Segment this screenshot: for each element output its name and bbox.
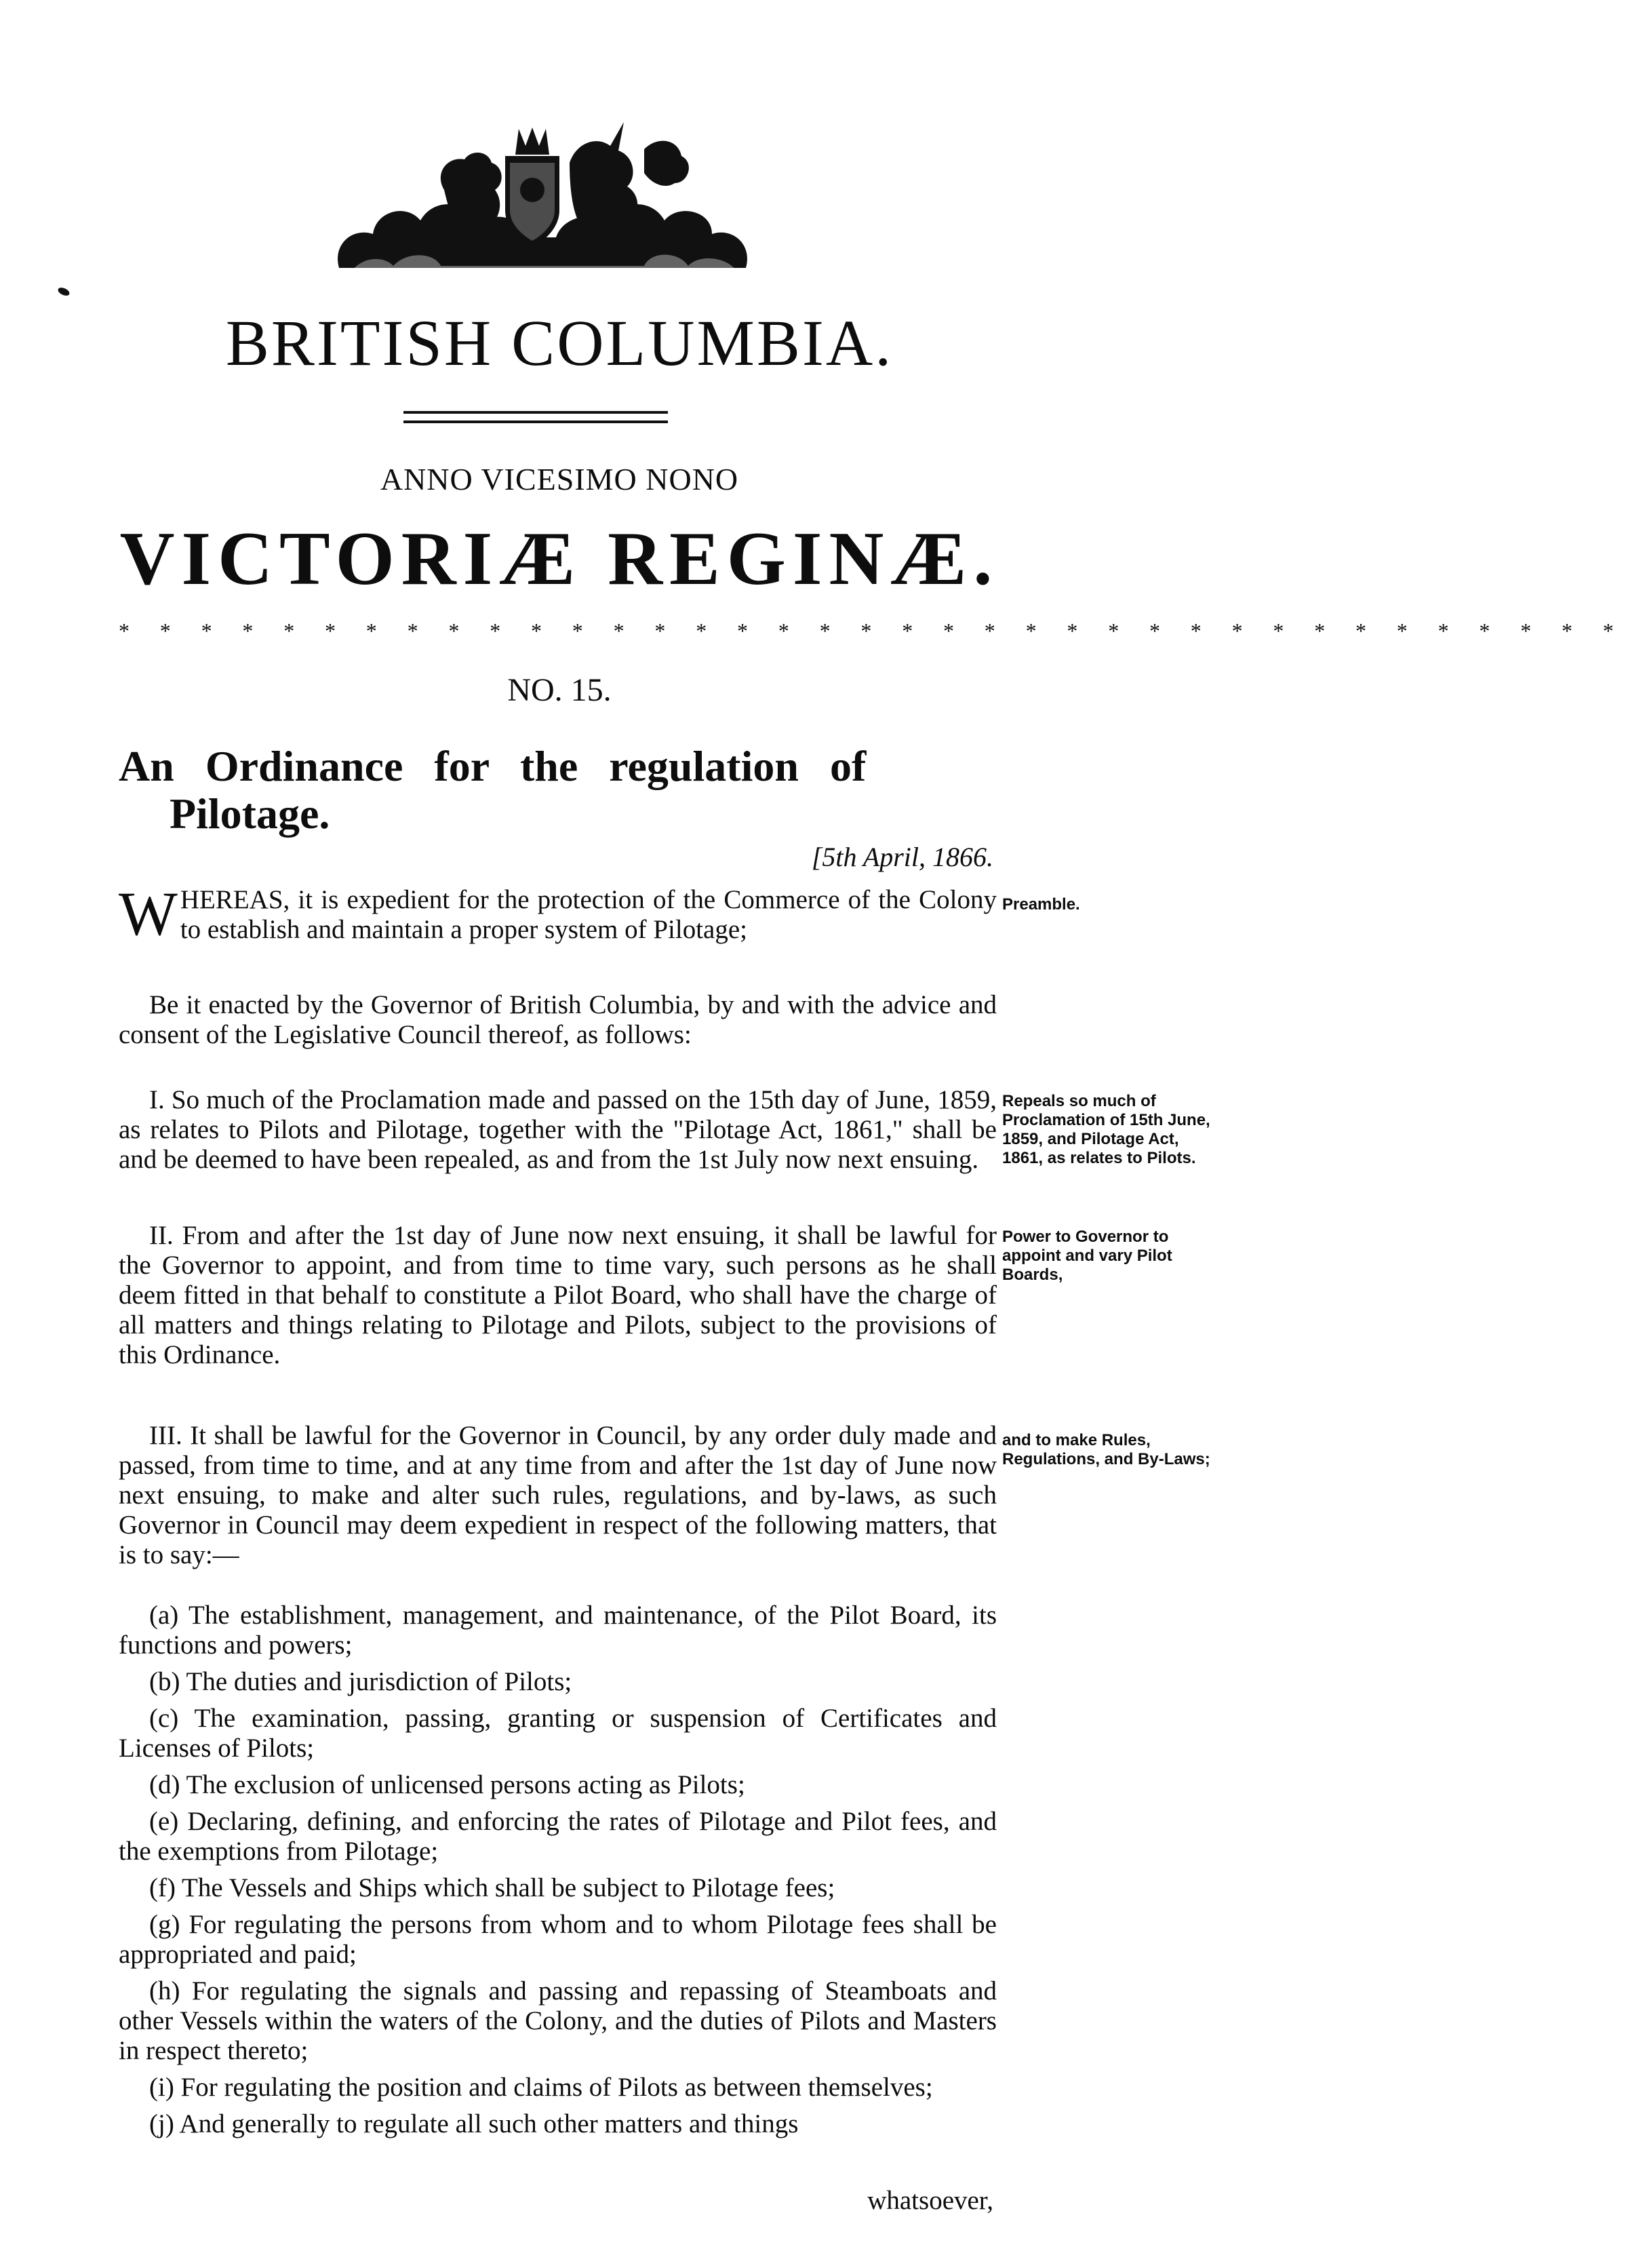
section-1 (119, 1085, 997, 1175)
page-title: BRITISH COLUMBIA. (225, 307, 894, 379)
title-rule (403, 411, 668, 414)
margin-note: Power to Governor to appoint and vary Pilot Boards, (1002, 1228, 1172, 1284)
list-item: (b) The duties and jurisdiction of Pilots; (149, 1667, 572, 1696)
drop-cap: W (119, 879, 178, 948)
list-item: (i) For regulating the position and claims of Pilots as between themselves; (149, 2073, 933, 2102)
margin-note: Preamble. (1002, 895, 1080, 914)
regnal-title: VICTORIÆ REGINÆ. (119, 517, 999, 601)
section-text: III. It shall be lawful for the Governor in Council, by any order duly made and passed, from time to time, and at any time from and after the 1st day of June now next ensuing, to make and alter such rules, regulations, and by-laws, as such Governor in Council may deem expedient in respect of the following matters, that is to say:— (119, 1421, 997, 1569)
ordinance-number: NO. 15. (507, 672, 612, 708)
preamble (119, 879, 997, 948)
star-divider: * * * * * * * * * * * * * * * * * * * * * * * * * * * * * * * * * * * * * (119, 619, 1626, 643)
list-item: (h) For regulating the signals and passing and repassing of Steamboats and other Vessels within the waters of the Colony, and the duties of Pilots and Masters in respect thereto; (119, 1976, 997, 2065)
ink-speck (57, 286, 71, 298)
list-item: (e) Declaring, defining, and enforcing the rates of Pilotage and Pilot fees, and the exemptions from Pilotage; (119, 1807, 997, 1866)
margin-note: and to make Rules, Regulations, and By-Laws; (1002, 1431, 1210, 1468)
heading-line: An Ordinance for the regulation of (119, 742, 867, 790)
list-item: (a) The establishment, management, and maintenance, of the Pilot Board, its functions and powers; (119, 1601, 997, 1660)
list-item: (d) The exclusion of unlicensed persons acting as Pilots; (149, 1770, 745, 1799)
list-item: (j) And generally to regulate all such other matters and things (149, 2109, 799, 2138)
date-text: [5th April, 1866. (811, 842, 993, 872)
section-text: II. From and after the 1st day of June now next ensuing, it shall be lawful for the Governor to appoint, and from time to time vary, such persons as he shall deem fitted in that behalf to constitute a Pilot Board, who shall have the charge of all matters and things relating to Pilotage and Pilots, subject to the provisions of this Ordinance. (119, 1221, 997, 1369)
section-text: I. So much of the Proclamation made and passed on the 15th day of June, 1859, as relates to Pilots and Pilotage, together with the "Pilotage Act, 1861," shall be and be deemed to have been repealed, as and from the 1st July now next ensuing. (119, 1085, 997, 1174)
heading-line: Pilotage. (170, 789, 330, 838)
section-3 (119, 1421, 997, 1570)
matters-list (119, 1601, 997, 2146)
ordinance-heading (119, 743, 1000, 838)
continuation-word: whatsoever, (867, 2186, 993, 2215)
regnal-year: ANNO VICESIMO NONO (380, 462, 739, 496)
enacting-clause (119, 990, 997, 1050)
coat-of-arms-icon (325, 109, 759, 285)
list-item: (g) For regulating the persons from whom and to whom Pilotage fees shall be appropriated and paid; (119, 1910, 997, 1969)
list-item: (c) The examination, passing, granting or suspension of Certificates and Licenses of Pilots; (119, 1704, 997, 1763)
list-item: (f) The Vessels and Ships which shall be subject to Pilotage fees; (149, 1873, 835, 1902)
section-2 (119, 1221, 997, 1370)
enacting-text: Be it enacted by the Governor of British Columbia, by and with the advice and consent of the Legislative Council thereof, as follows: (119, 990, 997, 1049)
margin-note: Repeals so much of Proclamation of 15th June, 1859, and Pilotage Act, 1861, as relates to Pilots. (1002, 1092, 1210, 1167)
ordinance-date (0, 841, 993, 873)
title-rule (403, 421, 668, 423)
preamble-text: HEREAS, it is expedient for the protection of the Commerce of the Colony to establish and maintain a proper system of Pilotage; (180, 885, 997, 944)
